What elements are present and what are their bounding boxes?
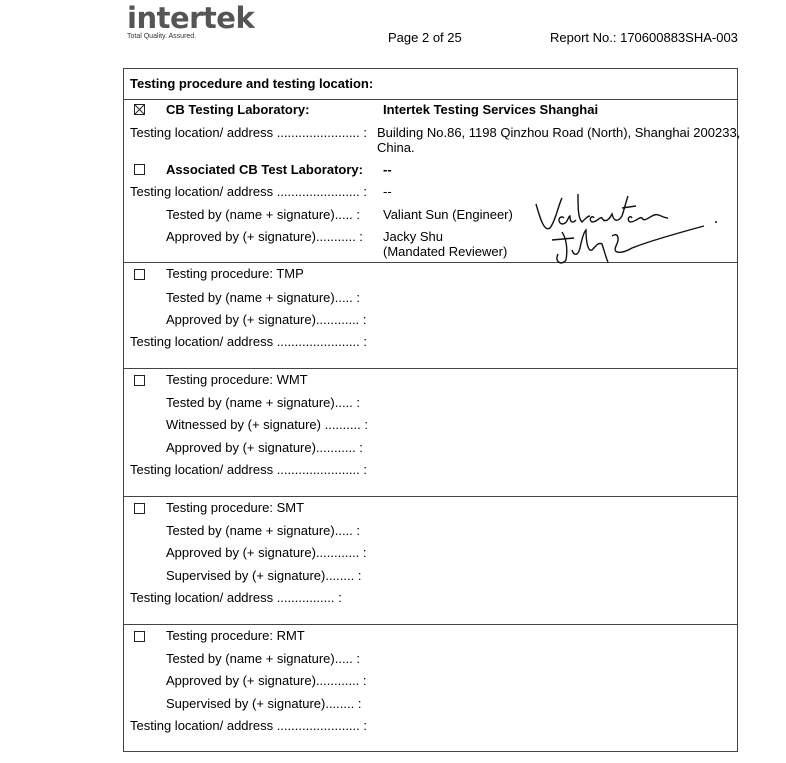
assoc-lab-checkbox[interactable] [134, 164, 145, 175]
wmt-checkbox[interactable] [134, 375, 145, 386]
wmt-tested-label: Tested by (name + signature)..... : [166, 395, 361, 410]
intertek-logo: intertek [127, 1, 255, 35]
cb-lab-location-value: China. [377, 140, 415, 155]
smt-checkbox[interactable] [134, 503, 145, 514]
assoc-lab-label: Associated CB Test Laboratory: [166, 162, 363, 177]
rmt-approved-label: Approved by (+ signature)............ : [166, 673, 367, 688]
logo-tagline: Total Quality. Assured. [127, 33, 197, 40]
table-divider [123, 624, 738, 625]
tmp-tested-label: Tested by (name + signature)..... : [166, 290, 361, 305]
assoc-lab-location-value: -- [383, 184, 392, 199]
cb-lab-location-value: Building No.86, 1198 Qinzhou Road (North), Shanghai 200233, [377, 125, 741, 140]
assoc-approved-value: (Mandated Reviewer) [383, 244, 508, 259]
tmp-approved-label: Approved by (+ signature)............ : [166, 312, 367, 327]
smt-supervised-label: Supervised by (+ signature)........ : [166, 568, 362, 583]
tmp-label: Testing procedure: TMP [166, 266, 304, 281]
tmp-checkbox[interactable] [134, 269, 145, 280]
wmt-location-label: Testing location/ address ....................... : [130, 462, 367, 477]
assoc-lab-value: -- [383, 162, 392, 177]
assoc-tested-value: Valiant Sun (Engineer) [383, 207, 513, 222]
rmt-supervised-label: Supervised by (+ signature)........ : [166, 696, 362, 711]
rmt-location-label: Testing location/ address ....................... : [130, 718, 367, 733]
rmt-label: Testing procedure: RMT [166, 628, 305, 643]
rmt-checkbox[interactable] [134, 631, 145, 642]
smt-approved-label: Approved by (+ signature)............ : [166, 545, 367, 560]
wmt-label: Testing procedure: WMT [166, 372, 308, 387]
signature-image [532, 188, 732, 268]
table-divider [123, 99, 738, 100]
smt-label: Testing procedure: SMT [166, 500, 305, 515]
cb-lab-label: CB Testing Laboratory: [166, 102, 310, 117]
cb-lab-value: Intertek Testing Services Shanghai [383, 102, 599, 117]
checked-x-icon [134, 104, 145, 115]
assoc-tested-label: Tested by (name + signature)..... : [166, 207, 361, 222]
wmt-witnessed-label: Witnessed by (+ signature) .......... : [166, 417, 368, 432]
assoc-approved-value: Jacky Shu [383, 229, 443, 244]
table-divider [123, 368, 738, 369]
section-title: Testing procedure and testing location: [130, 76, 374, 91]
table-divider [123, 496, 738, 497]
cb-lab-checkbox[interactable] [134, 104, 145, 115]
cb-lab-location-label: Testing location/ address ....................... : [130, 125, 367, 140]
wmt-approved-label: Approved by (+ signature)........... : [166, 440, 363, 455]
report-number: Report No.: 170600883SHA-003 [550, 30, 738, 45]
rmt-tested-label: Tested by (name + signature)..... : [166, 651, 361, 666]
smt-tested-label: Tested by (name + signature)..... : [166, 523, 361, 538]
assoc-lab-location-label: Testing location/ address ....................... : [130, 184, 367, 199]
page-number: Page 2 of 25 [388, 30, 462, 45]
assoc-approved-label: Approved by (+ signature)........... : [166, 229, 363, 244]
tmp-location-label: Testing location/ address ....................... : [130, 334, 367, 349]
smt-location-label: Testing location/ address ................ : [130, 590, 342, 605]
